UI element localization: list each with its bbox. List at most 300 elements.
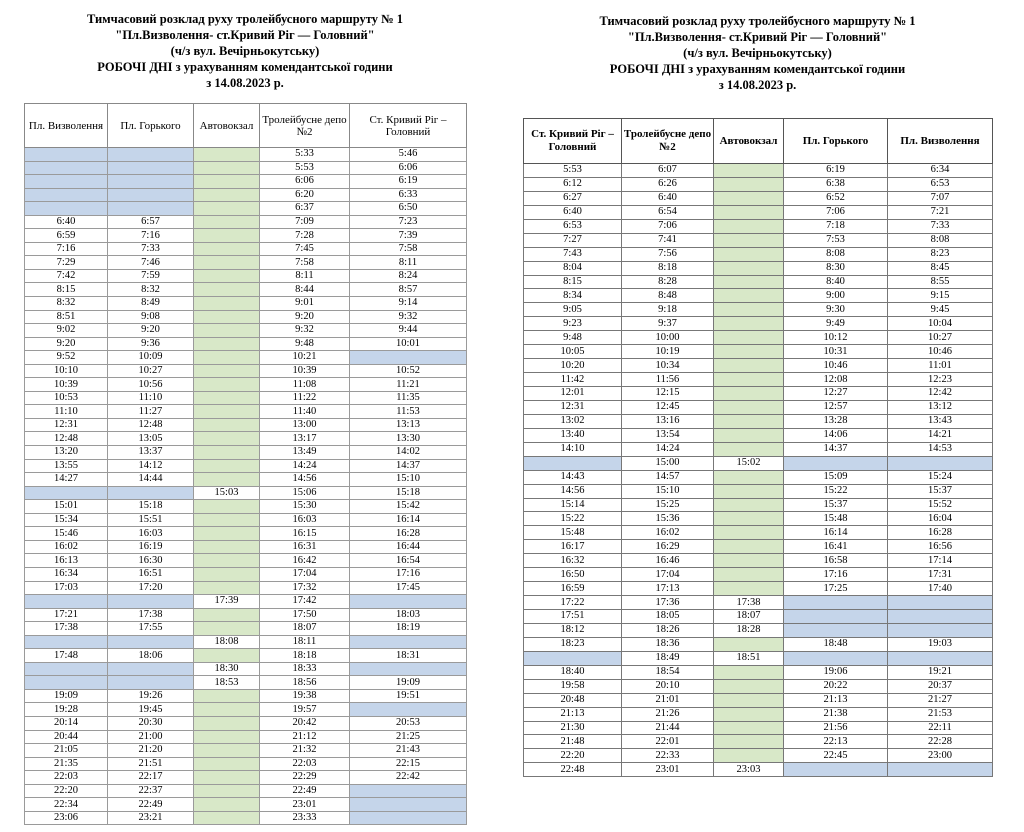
table-cell: 18:51	[714, 651, 784, 665]
table-cell: 10:46	[888, 345, 993, 359]
right-header-kryvyi-rih: Ст. Кривий Ріг – Головний	[524, 119, 622, 164]
table-cell: 14:10	[524, 442, 622, 456]
table-cell: 23:03	[714, 763, 784, 777]
table-cell: 17:03	[25, 581, 108, 595]
table-cell: 12:48	[108, 418, 194, 432]
table-row	[25, 337, 467, 351]
table-cell: 10:56	[108, 378, 194, 392]
table-cell: 17:55	[108, 622, 194, 636]
table-cell: 13:40	[524, 428, 622, 442]
table-cell: 6:53	[524, 219, 622, 233]
table-cell	[714, 400, 784, 414]
table-cell: 15:18	[350, 486, 467, 500]
table-row	[25, 622, 467, 636]
table-cell: 14:43	[524, 470, 622, 484]
table-cell: 8:32	[108, 283, 194, 297]
table-cell	[714, 582, 784, 596]
table-cell: 16:04	[888, 512, 993, 526]
table-cell: 10:19	[622, 345, 714, 359]
table-cell	[714, 721, 784, 735]
table-cell: 12:27	[784, 387, 888, 401]
table-cell: 21:27	[888, 693, 993, 707]
table-cell	[714, 484, 784, 498]
table-cell	[194, 689, 260, 703]
table-cell	[194, 567, 260, 581]
table-cell: 15:24	[888, 470, 993, 484]
table-row	[25, 351, 467, 365]
table-cell	[108, 175, 194, 189]
table-cell: 21:01	[622, 693, 714, 707]
table-cell	[194, 784, 260, 798]
table-cell: 21:00	[108, 730, 194, 744]
table-cell: 13:54	[622, 428, 714, 442]
table-cell: 21:13	[524, 707, 622, 721]
table-cell: 12:01	[524, 387, 622, 401]
table-cell: 8:48	[622, 289, 714, 303]
table-cell: 7:41	[622, 233, 714, 247]
table-cell: 7:58	[260, 256, 350, 270]
table-cell: 14:06	[784, 428, 888, 442]
table-cell: 13:17	[260, 432, 350, 446]
table-row	[524, 749, 993, 763]
table-cell: 10:05	[524, 345, 622, 359]
table-cell: 6:26	[622, 177, 714, 191]
table-cell: 12:31	[25, 418, 108, 432]
table-cell: 7:43	[524, 247, 622, 261]
table-cell: 22:37	[108, 784, 194, 798]
table-cell: 16:42	[260, 554, 350, 568]
table-row	[524, 665, 993, 679]
right-header-pl-gorkoho: Пл. Горького	[784, 119, 888, 164]
table-cell: 7:42	[25, 269, 108, 283]
table-cell	[194, 391, 260, 405]
table-row	[25, 500, 467, 514]
table-row	[524, 414, 993, 428]
table-cell: 7:33	[108, 242, 194, 256]
table-cell: 17:31	[888, 568, 993, 582]
table-cell	[194, 608, 260, 622]
table-cell: 23:01	[260, 798, 350, 812]
table-cell: 6:19	[350, 175, 467, 189]
table-cell: 15:46	[25, 527, 108, 541]
table-cell	[194, 811, 260, 825]
table-cell: 16:29	[622, 540, 714, 554]
table-cell	[194, 256, 260, 270]
table-cell: 8:49	[108, 297, 194, 311]
table-cell	[524, 456, 622, 470]
table-cell: 12:42	[888, 387, 993, 401]
table-cell: 13:28	[784, 414, 888, 428]
table-cell	[714, 233, 784, 247]
table-row	[25, 161, 467, 175]
table-cell: 7:06	[784, 205, 888, 219]
table-cell: 9:23	[524, 317, 622, 331]
table-row	[25, 405, 467, 419]
table-cell: 14:37	[784, 442, 888, 456]
table-cell: 18:05	[622, 610, 714, 624]
table-cell: 18:06	[108, 649, 194, 663]
table-cell: 15:22	[524, 512, 622, 526]
table-cell	[194, 771, 260, 785]
table-cell: 7:39	[350, 229, 467, 243]
table-cell: 17:04	[622, 568, 714, 582]
table-cell: 20:14	[25, 716, 108, 730]
table-cell: 16:02	[25, 540, 108, 554]
table-cell: 18:40	[524, 665, 622, 679]
table-cell: 15:22	[784, 484, 888, 498]
table-cell	[784, 610, 888, 624]
left-title-line-4: РОБОЧІ ДНІ з урахуванням комендантської години	[97, 60, 393, 74]
table-row	[25, 513, 467, 527]
table-cell: 9:20	[108, 324, 194, 338]
table-cell	[108, 486, 194, 500]
table-cell: 13:16	[622, 414, 714, 428]
table-cell: 10:04	[888, 317, 993, 331]
right-schedule-table	[523, 118, 993, 777]
left-header-pl-vyzvolennia: Пл. Визволення	[25, 104, 108, 148]
table-cell: 10:27	[888, 331, 993, 345]
table-cell	[25, 202, 108, 216]
table-cell: 19:51	[350, 689, 467, 703]
table-cell: 17:38	[25, 622, 108, 636]
left-header-avtovokzal: Автовокзал	[194, 104, 260, 148]
table-row	[524, 191, 993, 205]
table-cell: 10:20	[524, 359, 622, 373]
table-row	[524, 359, 993, 373]
table-cell: 14:27	[25, 473, 108, 487]
table-cell: 16:14	[350, 513, 467, 527]
table-cell	[194, 242, 260, 256]
table-cell: 7:16	[108, 229, 194, 243]
table-cell: 9:05	[524, 303, 622, 317]
table-cell	[714, 470, 784, 484]
table-row	[25, 635, 467, 649]
table-row	[524, 707, 993, 721]
table-row	[25, 649, 467, 663]
table-cell: 8:23	[888, 247, 993, 261]
table-cell	[888, 763, 993, 777]
table-cell: 14:02	[350, 446, 467, 460]
table-cell: 22:20	[524, 749, 622, 763]
table-cell: 15:14	[524, 498, 622, 512]
table-row	[25, 188, 467, 202]
table-row	[25, 391, 467, 405]
table-cell: 22:15	[350, 757, 467, 771]
table-cell	[784, 596, 888, 610]
table-cell	[888, 610, 993, 624]
table-row	[524, 554, 993, 568]
table-row	[524, 442, 993, 456]
table-row	[524, 498, 993, 512]
table-cell: 19:57	[260, 703, 350, 717]
table-cell: 10:52	[350, 364, 467, 378]
table-row	[524, 247, 993, 261]
table-cell: 15:18	[108, 500, 194, 514]
table-cell: 8:34	[524, 289, 622, 303]
table-cell: 6:40	[524, 205, 622, 219]
table-cell: 22:03	[260, 757, 350, 771]
table-cell: 9:44	[350, 324, 467, 338]
table-row	[524, 610, 993, 624]
table-cell: 12:57	[784, 400, 888, 414]
table-cell	[194, 351, 260, 365]
table-cell	[194, 730, 260, 744]
table-cell: 10:12	[784, 331, 888, 345]
table-cell	[194, 527, 260, 541]
table-cell	[714, 693, 784, 707]
table-row	[25, 175, 467, 189]
table-cell: 6:33	[350, 188, 467, 202]
table-cell: 19:06	[784, 665, 888, 679]
table-cell: 17:04	[260, 567, 350, 581]
table-row	[524, 289, 993, 303]
table-cell	[194, 269, 260, 283]
table-cell: 8:08	[888, 233, 993, 247]
table-cell	[350, 703, 467, 717]
table-cell: 17:39	[194, 595, 260, 609]
table-row	[25, 689, 467, 703]
table-cell	[350, 635, 467, 649]
table-cell: 14:56	[260, 473, 350, 487]
table-cell: 15:09	[784, 470, 888, 484]
table-cell: 15:30	[260, 500, 350, 514]
table-row	[524, 177, 993, 191]
table-row	[524, 679, 993, 693]
table-cell: 15:34	[25, 513, 108, 527]
table-cell	[25, 175, 108, 189]
table-cell: 15:51	[108, 513, 194, 527]
table-row	[524, 512, 993, 526]
table-cell: 22:49	[260, 784, 350, 798]
table-row	[25, 730, 467, 744]
table-cell: 21:13	[784, 693, 888, 707]
table-row	[524, 205, 993, 219]
table-cell: 18:26	[622, 623, 714, 637]
table-cell: 16:15	[260, 527, 350, 541]
table-cell: 16:14	[784, 526, 888, 540]
table-cell: 15:37	[888, 484, 993, 498]
table-cell	[25, 662, 108, 676]
table-cell: 22:03	[25, 771, 108, 785]
table-cell: 15:01	[25, 500, 108, 514]
table-cell: 18:07	[260, 622, 350, 636]
table-cell: 9:48	[260, 337, 350, 351]
table-cell: 6:20	[260, 188, 350, 202]
table-cell: 18:56	[260, 676, 350, 690]
table-cell: 17:48	[25, 649, 108, 663]
table-cell: 9:01	[260, 297, 350, 311]
table-cell: 5:53	[260, 161, 350, 175]
table-cell: 17:45	[350, 581, 467, 595]
table-cell: 9:36	[108, 337, 194, 351]
table-cell: 18:49	[622, 651, 714, 665]
table-cell: 18:36	[622, 637, 714, 651]
table-cell: 18:08	[194, 635, 260, 649]
table-cell	[714, 428, 784, 442]
table-cell	[714, 665, 784, 679]
table-row	[524, 596, 993, 610]
table-cell	[714, 373, 784, 387]
table-row	[524, 164, 993, 178]
table-cell: 18:19	[350, 622, 467, 636]
table-cell: 16:03	[260, 513, 350, 527]
table-cell: 14:24	[622, 442, 714, 456]
table-cell	[714, 735, 784, 749]
table-cell: 16:54	[350, 554, 467, 568]
table-cell: 11:10	[108, 391, 194, 405]
table-cell	[714, 637, 784, 651]
table-cell: 6:19	[784, 164, 888, 178]
table-cell: 15:52	[888, 498, 993, 512]
table-cell: 20:10	[622, 679, 714, 693]
table-row	[25, 554, 467, 568]
table-row	[25, 364, 467, 378]
table-cell	[194, 161, 260, 175]
table-cell	[714, 261, 784, 275]
left-header-depo: Тролейбусне депо №2	[260, 104, 350, 148]
table-cell: 22:45	[784, 749, 888, 763]
table-cell: 21:44	[622, 721, 714, 735]
table-row	[25, 418, 467, 432]
table-cell: 22:17	[108, 771, 194, 785]
table-row	[524, 303, 993, 317]
table-cell: 16:32	[524, 554, 622, 568]
table-cell: 8:57	[350, 283, 467, 297]
table-cell: 16:50	[524, 568, 622, 582]
table-cell	[194, 446, 260, 460]
table-cell	[194, 513, 260, 527]
table-cell	[194, 744, 260, 758]
table-row	[25, 446, 467, 460]
left-title-line-3: (ч/з вул. Вечірньокутську)	[170, 44, 320, 58]
right-header-row	[524, 119, 993, 164]
table-cell	[108, 676, 194, 690]
table-row	[25, 324, 467, 338]
table-row	[25, 771, 467, 785]
table-cell: 11:10	[25, 405, 108, 419]
table-cell: 8:44	[260, 283, 350, 297]
table-cell: 7:27	[524, 233, 622, 247]
table-cell: 21:43	[350, 744, 467, 758]
table-cell	[194, 364, 260, 378]
table-row	[25, 283, 467, 297]
table-cell: 16:30	[108, 554, 194, 568]
table-cell: 12:45	[622, 400, 714, 414]
table-cell: 16:13	[25, 554, 108, 568]
table-cell: 17:50	[260, 608, 350, 622]
table-row	[25, 229, 467, 243]
table-cell	[108, 202, 194, 216]
table-cell	[784, 623, 888, 637]
table-cell	[194, 459, 260, 473]
table-cell: 7:06	[622, 219, 714, 233]
table-cell: 16:28	[888, 526, 993, 540]
table-row	[25, 202, 467, 216]
table-cell: 20:30	[108, 716, 194, 730]
table-cell	[194, 798, 260, 812]
table-cell	[784, 763, 888, 777]
table-row	[524, 219, 993, 233]
table-cell: 18:11	[260, 635, 350, 649]
table-cell: 18:18	[260, 649, 350, 663]
table-cell: 6:59	[25, 229, 108, 243]
table-cell: 18:07	[714, 610, 784, 624]
table-cell: 21:25	[350, 730, 467, 744]
table-row	[524, 387, 993, 401]
left-title-line-1: Тимчасовий розклад руху тролейбусного маршруту № 1	[86, 12, 404, 26]
table-cell: 21:05	[25, 744, 108, 758]
table-cell: 7:56	[622, 247, 714, 261]
table-cell	[350, 811, 467, 825]
table-cell: 5:33	[260, 148, 350, 162]
table-cell: 9:18	[622, 303, 714, 317]
table-cell: 6:12	[524, 177, 622, 191]
table-cell: 19:09	[25, 689, 108, 703]
table-cell	[194, 473, 260, 487]
table-cell: 14:53	[888, 442, 993, 456]
table-cell	[108, 635, 194, 649]
table-cell: 6:40	[622, 191, 714, 205]
table-cell: 17:21	[25, 608, 108, 622]
table-cell: 5:53	[524, 164, 622, 178]
table-cell: 21:32	[260, 744, 350, 758]
table-cell	[350, 351, 467, 365]
table-cell: 8:15	[25, 283, 108, 297]
table-row	[25, 595, 467, 609]
table-cell: 15:03	[194, 486, 260, 500]
table-cell: 21:51	[108, 757, 194, 771]
table-row	[25, 256, 467, 270]
table-cell: 15:10	[350, 473, 467, 487]
table-cell: 9:49	[784, 317, 888, 331]
right-title-line-3: (ч/з вул. Вечірньокутську)	[683, 46, 832, 60]
table-cell: 16:59	[524, 582, 622, 596]
table-cell: 7:58	[350, 242, 467, 256]
table-row	[25, 459, 467, 473]
table-cell: 13:13	[350, 418, 467, 432]
left-title-line-5: з 14.08.2023 р.	[206, 76, 284, 90]
table-cell: 16:58	[784, 554, 888, 568]
table-cell	[350, 798, 467, 812]
table-cell: 17:22	[524, 596, 622, 610]
table-cell: 16:56	[888, 540, 993, 554]
table-cell: 17:38	[714, 596, 784, 610]
table-cell: 8:40	[784, 275, 888, 289]
table-cell: 9:37	[622, 317, 714, 331]
table-row	[25, 798, 467, 812]
table-cell: 10:39	[25, 378, 108, 392]
table-cell	[25, 595, 108, 609]
table-cell: 17:51	[524, 610, 622, 624]
table-cell	[194, 716, 260, 730]
table-cell: 8:28	[622, 275, 714, 289]
table-cell	[714, 303, 784, 317]
table-cell: 13:49	[260, 446, 350, 460]
table-row	[25, 757, 467, 771]
table-cell: 19:21	[888, 665, 993, 679]
table-cell	[714, 498, 784, 512]
table-cell: 10:27	[108, 364, 194, 378]
table-cell: 9:20	[25, 337, 108, 351]
table-cell	[714, 679, 784, 693]
table-cell: 16:51	[108, 567, 194, 581]
table-cell: 23:00	[888, 749, 993, 763]
table-row	[25, 581, 467, 595]
table-cell: 7:28	[260, 229, 350, 243]
table-cell: 19:38	[260, 689, 350, 703]
table-cell: 19:03	[888, 637, 993, 651]
table-row	[524, 470, 993, 484]
